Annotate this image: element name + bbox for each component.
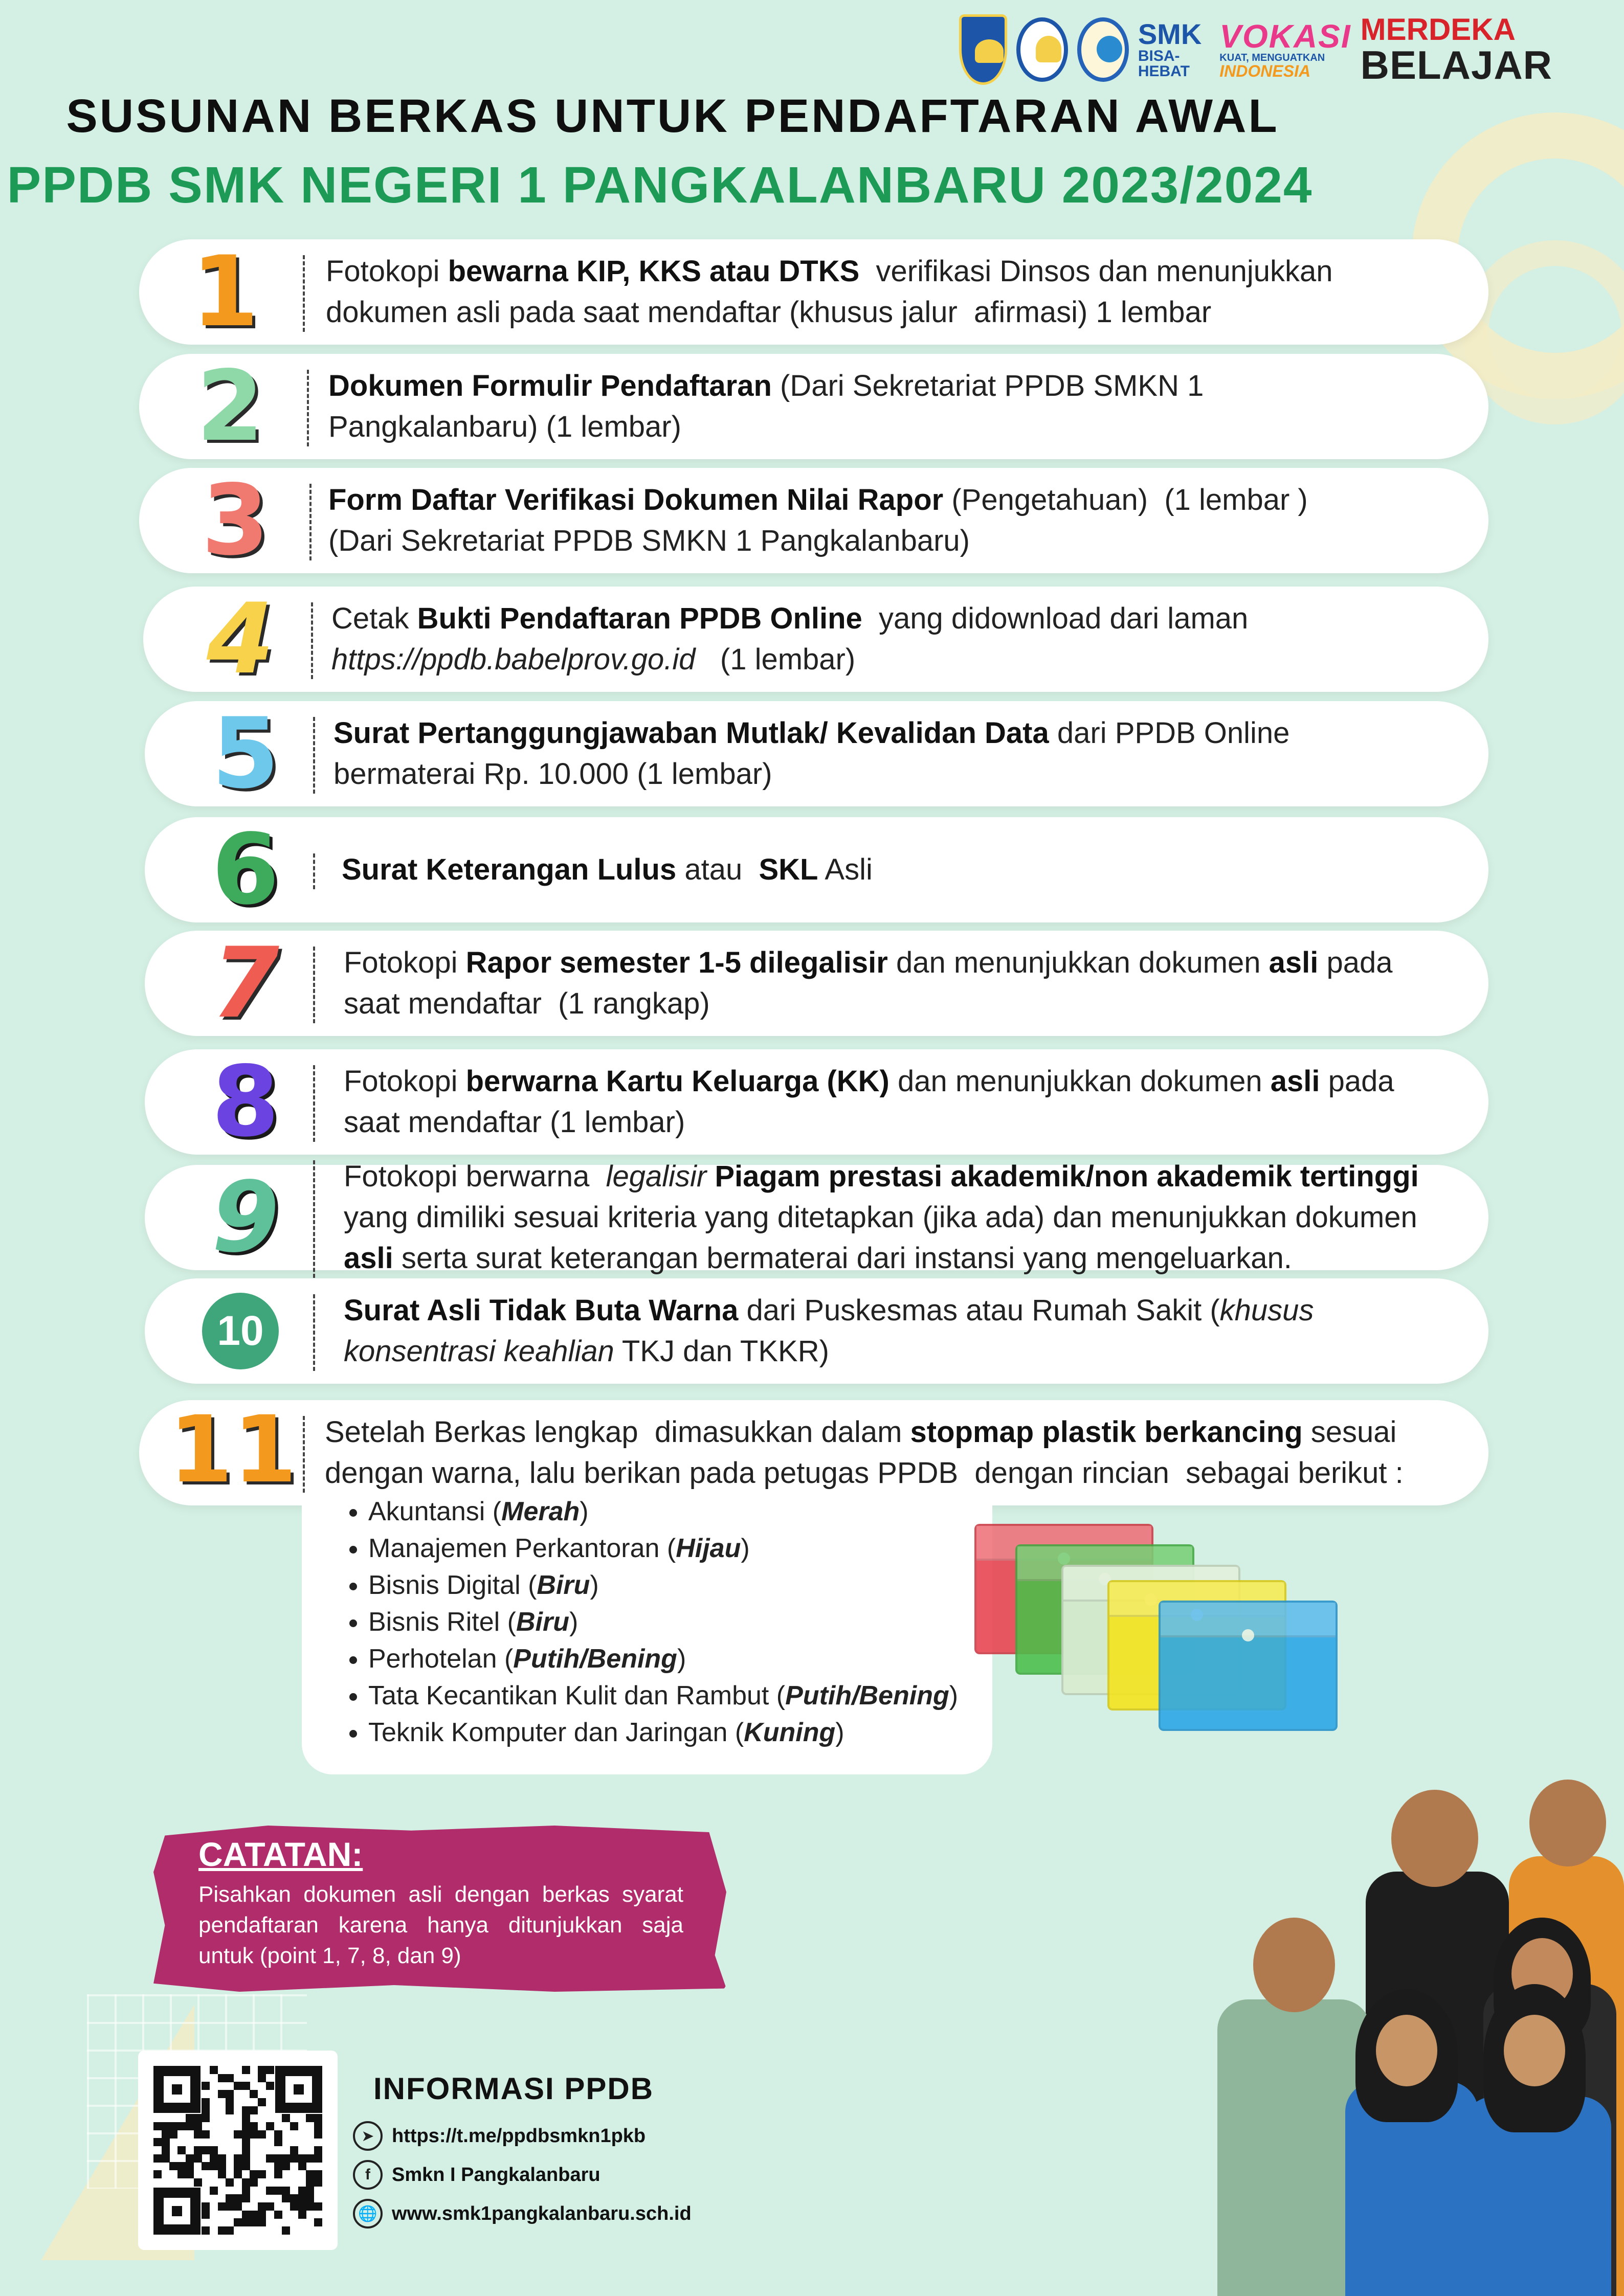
qr-module bbox=[210, 2162, 218, 2170]
requirement-line: https://ppdb.babelprov.go.id (1 lembar) bbox=[331, 643, 856, 676]
divider bbox=[313, 1065, 315, 1142]
qr-module bbox=[162, 2122, 170, 2130]
qr-code[interactable] bbox=[138, 2051, 338, 2250]
qr-module bbox=[282, 2187, 290, 2195]
requirement-text bbox=[342, 849, 873, 890]
qr-module bbox=[306, 2154, 314, 2163]
qr-module bbox=[226, 2178, 234, 2187]
qr-module bbox=[226, 2098, 234, 2106]
divider bbox=[303, 1416, 305, 1493]
student-head bbox=[1253, 1918, 1335, 2012]
qr-module bbox=[306, 2202, 314, 2211]
qr-module bbox=[290, 2122, 298, 2130]
qr-module bbox=[177, 2162, 186, 2170]
logo-bar bbox=[959, 11, 1552, 88]
folders-illustration bbox=[974, 1524, 1343, 1739]
qr-module bbox=[250, 2090, 258, 2098]
qr-module bbox=[234, 2154, 242, 2163]
school-emblem-icon bbox=[1077, 17, 1129, 82]
requirement-line: Surat Pertanggungjawaban Mutlak/ Kevalidan Data dari PPDB Online bbox=[333, 716, 1290, 750]
requirement-text bbox=[333, 713, 1289, 795]
qr-module bbox=[298, 2162, 306, 2170]
qr-module bbox=[210, 2066, 218, 2074]
qr-module bbox=[298, 2194, 306, 2202]
qr-module bbox=[266, 2066, 274, 2074]
requirement-line: Fotokopi bewarna KIP, KKS atau DTKS verifikasi Dinsos dan menunjukkan bbox=[326, 255, 1333, 288]
student-head bbox=[1391, 1790, 1478, 1887]
requirement-text bbox=[344, 1156, 1419, 1279]
requirement-line: konsentrasi keahlian TKJ dan TKKR) bbox=[344, 1335, 829, 1368]
qr-module bbox=[202, 2202, 210, 2211]
vokasi-logo: VOKASI KUAT, MENGUATKAN INDONESIA bbox=[1219, 18, 1351, 80]
province-emblem-icon bbox=[959, 14, 1007, 85]
qr-module bbox=[186, 2162, 194, 2170]
requirement-number: 5 bbox=[211, 697, 280, 810]
qr-module bbox=[258, 2098, 266, 2106]
majors-list bbox=[338, 1493, 958, 1751]
major-item: • Teknik Komputer dan Jaringan (Kuning) bbox=[368, 1714, 958, 1751]
requirement-line: bermaterai Rp. 10.000 (1 lembar) bbox=[333, 757, 772, 791]
qr-module bbox=[274, 2211, 282, 2219]
requirement-line: (Dari Sekretariat PPDB SMKN 1 Pangkalanbaru) bbox=[328, 524, 970, 557]
qr-module bbox=[306, 2170, 314, 2178]
qr-module bbox=[202, 2130, 210, 2139]
qr-module bbox=[242, 2178, 250, 2187]
qr-module bbox=[153, 2154, 162, 2163]
website-url: www.smk1pangkalanbaru.sch.id bbox=[392, 2202, 692, 2224]
requirement-line: Fotokopi berwarna Kartu Keluarga (KK) dan menunjukkan dokumen asli pada bbox=[344, 1065, 1394, 1098]
qr-module bbox=[298, 2202, 306, 2211]
qr-module bbox=[258, 2202, 266, 2211]
qr-module bbox=[202, 2082, 210, 2090]
qr-module bbox=[274, 2170, 282, 2178]
qr-module bbox=[250, 2106, 258, 2114]
requirement-line: Surat Asli Tidak Buta Warna dari Puskesmas atau Rumah Sakit (khusus bbox=[344, 1294, 1314, 1327]
qr-module bbox=[250, 2178, 258, 2187]
qr-module bbox=[250, 2218, 258, 2226]
requirement-text bbox=[344, 1061, 1394, 1143]
tut-wuri-handayani-icon bbox=[1016, 17, 1068, 82]
requirement-number: 1 bbox=[191, 235, 259, 348]
qr-module bbox=[242, 2187, 250, 2195]
qr-module bbox=[290, 2202, 298, 2211]
qr-module bbox=[186, 2154, 194, 2163]
qr-module bbox=[226, 2074, 234, 2082]
qr-module bbox=[242, 2114, 250, 2122]
folder-icon bbox=[1159, 1601, 1338, 1731]
qr-module bbox=[153, 2138, 162, 2146]
qr-module bbox=[290, 2194, 298, 2202]
qr-module bbox=[202, 2211, 210, 2219]
note-title: CATATAN: bbox=[198, 1835, 363, 1873]
requirement-number: 9 bbox=[211, 1161, 280, 1274]
facebook-name: Smkn I Pangkalanbaru bbox=[392, 2164, 600, 2186]
students-photo bbox=[1197, 1769, 1624, 2296]
qr-module bbox=[169, 2130, 177, 2139]
qr-module bbox=[258, 2170, 266, 2178]
qr-module bbox=[186, 2114, 194, 2122]
qr-module bbox=[218, 2154, 226, 2163]
merdeka-belajar-logo: MERDEKA BELAJAR bbox=[1360, 12, 1553, 87]
qr-module bbox=[226, 2226, 234, 2235]
qr-module bbox=[258, 2066, 266, 2074]
qr-module bbox=[314, 2130, 322, 2139]
qr-module bbox=[258, 2218, 266, 2226]
requirement-line: Setelah Berkas lengkap dimasukkan dalam stopmap plastik berkancing sesuai bbox=[325, 1415, 1397, 1449]
qr-module bbox=[282, 2114, 290, 2122]
qr-module bbox=[242, 2082, 250, 2090]
requirement-line: saat mendaftar (1 rangkap) bbox=[344, 987, 710, 1020]
qr-module bbox=[250, 2130, 258, 2139]
requirement-text bbox=[331, 598, 1248, 680]
qr-module bbox=[218, 2170, 226, 2178]
globe-icon: 🌐 bbox=[353, 2199, 383, 2229]
requirement-line: Cetak Bukti Pendaftaran PPDB Online yang didownload dari laman bbox=[331, 602, 1249, 635]
facebook-icon: f bbox=[353, 2160, 383, 2190]
qr-module bbox=[266, 2202, 274, 2211]
qr-module bbox=[314, 2114, 322, 2122]
qr-finder bbox=[275, 2066, 322, 2113]
qr-module bbox=[266, 2122, 274, 2130]
qr-module bbox=[162, 2146, 170, 2154]
qr-module bbox=[282, 2162, 290, 2170]
qr-module bbox=[282, 2226, 290, 2235]
qr-module bbox=[162, 2130, 170, 2139]
qr-module bbox=[210, 2146, 218, 2154]
requirement-text bbox=[328, 480, 1308, 561]
qr-module bbox=[266, 2154, 274, 2163]
qr-module bbox=[242, 2154, 250, 2163]
requirement-number: 7 bbox=[211, 927, 280, 1040]
telegram-url: https://t.me/ppdbsmkn1pkb bbox=[392, 2125, 646, 2147]
qr-module bbox=[258, 2130, 266, 2139]
qr-module bbox=[234, 2170, 242, 2178]
major-item: • Akuntansi (Merah) bbox=[368, 1493, 958, 1530]
qr-module bbox=[162, 2138, 170, 2146]
qr-module bbox=[282, 2194, 290, 2202]
qr-module bbox=[314, 2170, 322, 2178]
requirement-text bbox=[344, 942, 1393, 1024]
student-head bbox=[1504, 2015, 1565, 2086]
requirement-line: dokumen asli pada saat mendaftar (khusus jalur afirmasi) 1 lembar bbox=[326, 296, 1212, 329]
qr-module bbox=[250, 2170, 258, 2178]
qr-module bbox=[274, 2130, 282, 2139]
qr-module bbox=[153, 2122, 162, 2130]
page-subtitle: PPDB SMK NEGERI 1 PANGKALANBARU 2023/2024 bbox=[7, 156, 1313, 214]
divider bbox=[313, 947, 315, 1023]
qr-module bbox=[218, 2090, 226, 2098]
qr-module bbox=[226, 2202, 234, 2211]
info-title: INFORMASI PPDB bbox=[373, 2072, 654, 2106]
qr-module bbox=[242, 2106, 250, 2114]
qr-module bbox=[274, 2187, 282, 2195]
qr-module bbox=[274, 2138, 282, 2146]
requirement-number: 2 bbox=[196, 350, 264, 463]
qr-module bbox=[194, 2114, 202, 2122]
qr-module bbox=[162, 2154, 170, 2163]
qr-module bbox=[218, 2226, 226, 2235]
qr-module bbox=[234, 2218, 242, 2226]
qr-module bbox=[242, 2122, 250, 2130]
page-title: SUSUNAN BERKAS UNTUK PENDAFTARAN AWAL bbox=[66, 90, 1279, 142]
qr-module bbox=[314, 2122, 322, 2130]
telegram-link[interactable] bbox=[353, 2121, 646, 2151]
qr-module bbox=[242, 2211, 250, 2219]
qr-module bbox=[153, 2170, 162, 2178]
qr-module bbox=[266, 2082, 274, 2090]
requirement-number: 4 bbox=[206, 582, 275, 695]
qr-module bbox=[226, 2106, 234, 2114]
qr-finder bbox=[153, 2188, 201, 2235]
qr-module bbox=[186, 2122, 194, 2130]
qr-module bbox=[250, 2211, 258, 2219]
qr-module bbox=[242, 2146, 250, 2154]
requirement-line: dengan warna, lalu berikan pada petugas PPDB dengan rincian sebagai berikut : bbox=[325, 1456, 1404, 1490]
qr-module bbox=[290, 2146, 298, 2154]
requirement-line: yang dimiliki sesuai kriteria yang ditetapkan (jika ada) dan menunjukkan dokumen bbox=[344, 1201, 1417, 1234]
qr-module bbox=[234, 2162, 242, 2170]
qr-module bbox=[274, 2154, 282, 2163]
student-head bbox=[1529, 1780, 1606, 1866]
qr-module bbox=[194, 2154, 202, 2163]
qr-module bbox=[177, 2146, 186, 2154]
requirement-line: Dokumen Formulir Pendaftaran (Dari Sekretariat PPDB SMKN 1 bbox=[328, 369, 1204, 402]
qr-module bbox=[194, 2178, 202, 2187]
telegram-icon: ➤ bbox=[353, 2121, 383, 2151]
qr-module bbox=[298, 2154, 306, 2163]
qr-module bbox=[210, 2154, 218, 2163]
major-item: • Tata Kecantikan Kulit dan Rambut (Putih/Bening) bbox=[368, 1677, 958, 1714]
qr-module bbox=[242, 2066, 250, 2074]
qr-module bbox=[314, 2178, 322, 2187]
qr-module bbox=[266, 2187, 274, 2195]
divider bbox=[313, 853, 315, 889]
qr-finder bbox=[153, 2066, 201, 2113]
qr-module bbox=[314, 2218, 322, 2226]
major-item: • Manajemen Perkantoran (Hijau) bbox=[368, 1530, 958, 1567]
qr-module bbox=[258, 2074, 266, 2082]
qr-module bbox=[234, 2194, 242, 2202]
facebook-link[interactable] bbox=[353, 2160, 600, 2190]
requirement-text bbox=[344, 1290, 1314, 1372]
requirement-text bbox=[328, 366, 1204, 447]
major-item: • Perhotelan (Putih/Bening) bbox=[368, 1640, 958, 1677]
requirement-number: 10 bbox=[202, 1293, 279, 1369]
qr-module bbox=[242, 2138, 250, 2146]
qr-module bbox=[218, 2074, 226, 2082]
qr-module bbox=[234, 2130, 242, 2139]
student-head bbox=[1376, 2015, 1437, 2086]
qr-module bbox=[202, 2146, 210, 2154]
requirement-text bbox=[325, 1412, 1404, 1494]
requirement-line: Pangkalanbaru) (1 lembar) bbox=[328, 410, 681, 443]
qr-module bbox=[306, 2178, 314, 2187]
qr-module bbox=[242, 2162, 250, 2170]
qr-module bbox=[169, 2122, 177, 2130]
requirement-line: Form Daftar Verifikasi Dokumen Nilai Rapor (Pengetahuan) (1 lembar ) bbox=[328, 483, 1308, 516]
note-body: Pisahkan dokumen asli dengan berkas syarat pendaftaran karena hanya ditunjukkan saja untuk (point 1, 7, 8, dan 9) bbox=[198, 1882, 683, 1968]
qr-module bbox=[242, 2194, 250, 2202]
major-item: • Bisnis Ritel (Biru) bbox=[368, 1604, 958, 1640]
qr-module bbox=[234, 2082, 242, 2090]
qr-module bbox=[226, 2194, 234, 2202]
qr-module bbox=[314, 2146, 322, 2154]
requirement-number: 3 bbox=[201, 464, 270, 577]
qr-module bbox=[202, 2162, 210, 2170]
requirement-line: Surat Keterangan Lulus atau SKL Asli bbox=[342, 853, 873, 886]
qr-module bbox=[306, 2194, 314, 2202]
qr-module bbox=[169, 2162, 177, 2170]
divider bbox=[311, 602, 313, 679]
requirement-text bbox=[326, 251, 1333, 333]
major-item: • Bisnis Digital (Biru) bbox=[368, 1567, 958, 1604]
qr-module bbox=[314, 2202, 322, 2211]
qr-module bbox=[242, 2130, 250, 2139]
divider bbox=[303, 255, 305, 332]
qr-module bbox=[218, 2162, 226, 2170]
divider bbox=[313, 717, 315, 794]
qr-module bbox=[306, 2187, 314, 2195]
qr-module bbox=[210, 2187, 218, 2195]
qr-module bbox=[234, 2202, 242, 2211]
qr-module bbox=[282, 2154, 290, 2163]
qr-module bbox=[194, 2122, 202, 2130]
qr-module bbox=[218, 2202, 226, 2211]
qr-module bbox=[226, 2090, 234, 2098]
qr-module bbox=[202, 2106, 210, 2114]
qr-module bbox=[194, 2146, 202, 2154]
qr-module bbox=[186, 2170, 194, 2178]
divider bbox=[307, 370, 309, 446]
divider bbox=[313, 1160, 315, 1278]
website-link[interactable] bbox=[353, 2199, 692, 2229]
qr-module bbox=[202, 2226, 210, 2235]
requirement-line: asli serta surat keterangan bermaterai dari instansi yang mengeluarkan. bbox=[344, 1242, 1292, 1275]
qr-module bbox=[258, 2211, 266, 2219]
smk-bisa-hebat-logo: SMK BISA-HEBAT bbox=[1138, 18, 1202, 80]
requirement-line: saat mendaftar (1 lembar) bbox=[344, 1106, 685, 1139]
divider bbox=[313, 1294, 315, 1371]
qr-module bbox=[306, 2114, 314, 2122]
requirement-line: Fotokopi berwarna legalisir Piagam prestasi akademik/non akademik tertinggi bbox=[344, 1160, 1419, 1193]
qr-module bbox=[298, 2211, 306, 2219]
qr-module bbox=[274, 2162, 282, 2170]
qr-module bbox=[202, 2098, 210, 2106]
qr-module bbox=[314, 2154, 322, 2163]
requirement-line: Fotokopi Rapor semester 1-5 dilegalisir dan menunjukkan dokumen asli pada bbox=[344, 946, 1393, 979]
requirement-number: 11 bbox=[169, 1397, 297, 1503]
qr-module bbox=[250, 2122, 258, 2130]
qr-module bbox=[177, 2170, 186, 2178]
requirement-number: 8 bbox=[211, 1045, 280, 1158]
qr-module bbox=[242, 2218, 250, 2226]
requirement-number: 6 bbox=[211, 813, 280, 926]
qr-module bbox=[194, 2130, 202, 2139]
divider bbox=[309, 484, 312, 560]
qr-module bbox=[298, 2187, 306, 2195]
qr-module bbox=[177, 2122, 186, 2130]
qr-module bbox=[290, 2154, 298, 2163]
qr-module bbox=[202, 2114, 210, 2122]
